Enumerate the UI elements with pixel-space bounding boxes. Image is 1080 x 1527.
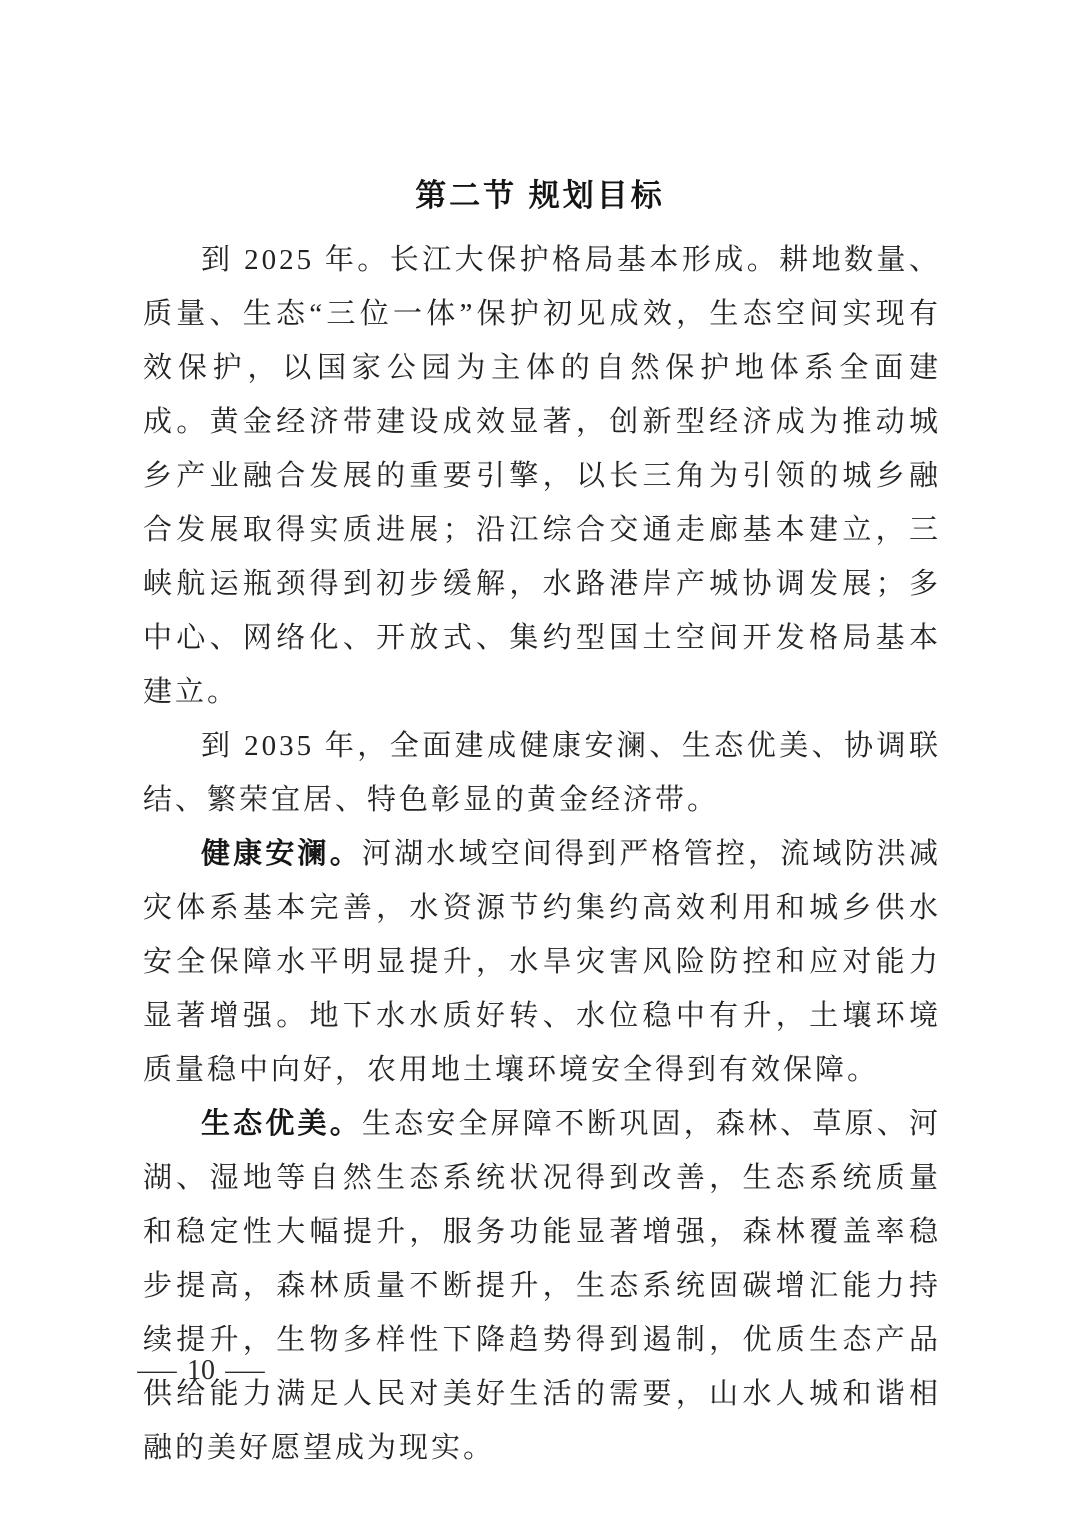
page-number: 10 [187,1355,215,1386]
footer-left-dash: — [137,1355,177,1386]
section-heading: 第二节 规划目标 [415,178,665,213]
paragraph-healthy-rivers [143,827,941,1097]
paragraph-text: 到 2035 年，全面建成健康安澜、生态优美、协调联结、繁荣宜居、特色彰显的黄金经济带。 [143,730,941,816]
paragraph-2035-goals [143,719,941,827]
page-footer [137,1355,265,1387]
paragraph-text: 河湖水域空间得到严格管控，流域防洪减灾体系基本完善，水资源节约集约高效利用和城乡供水安全保障水平明显提升，水旱灾害风险防控和应对能力显著增强。地下水水质好转、水位稳中有升，土壤环境质量稳中向好，农用地土壤环境安全得到有效保障。 [143,838,941,1086]
paragraph-text: 到 2025 年。长江大保护格局基本形成。耕地数量、质量、生态“三位一体”保护初见成效，生态空间实现有效保护，以国家公园为主体的自然保护地体系全面建成。黄金经济带建设成效显著，创新型经济成为推动城乡产业融合发展的重要引擎，以长三角为引领的城乡融合发展取得实质进展；沿江综合交通走廊基本建立，三峡航运瓶颈得到初步缓解，水路港岸产城协调发展；多中心、网络化、开放式、集约型国土空间开发格局基本建立。 [143,244,941,708]
paragraph-2025-goals [143,233,941,719]
footer-right-dash: — [225,1355,265,1386]
paragraph-lead-healthy-rivers: 健康安澜。 [201,838,362,870]
paragraph-text: 生态安全屏障不断巩固，森林、草原、河湖、湿地等自然生态系统状况得到改善，生态系统质量和稳定性大幅提升，服务功能显著增强，森林覆盖率稳步提高，森林质量不断提升，生态系统固碳增汇能力持续提升，生物多样性下降趋势得到遏制，优质生态产品供给能力满足人民对美好生活的需要，山水人城和谐相融的美好愿望成为现实。 [143,1108,941,1464]
document-body [143,233,941,1475]
paragraph-lead-beautiful-ecology: 生态优美。 [201,1108,362,1140]
paragraph-beautiful-ecology [143,1097,941,1475]
